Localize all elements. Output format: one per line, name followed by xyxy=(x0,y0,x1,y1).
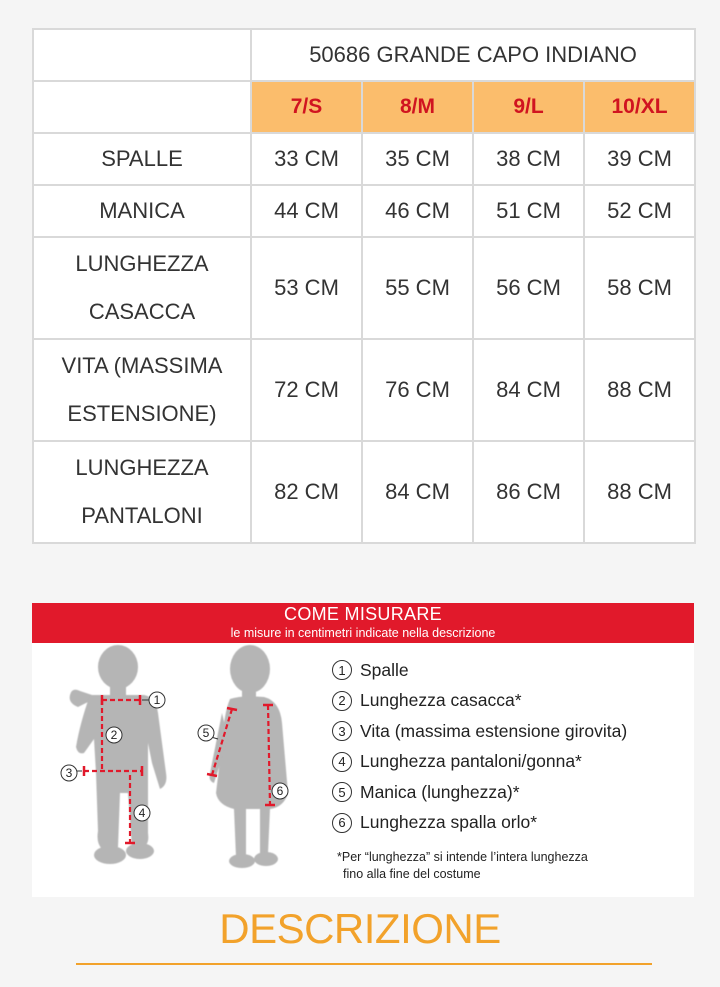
table-cell: 84 CM xyxy=(473,339,584,441)
footnote-line: fino alla fine del costume xyxy=(343,867,481,881)
figure-label-4: 4 xyxy=(138,806,146,820)
number-circle: 5 xyxy=(332,782,352,802)
table-row xyxy=(33,339,695,441)
row-label-vita xyxy=(33,339,251,441)
description-heading: DESCRIZIONE xyxy=(219,905,501,952)
table-cell: 51 CM xyxy=(473,185,584,237)
table-row xyxy=(33,441,695,543)
list-item xyxy=(332,655,702,686)
table-cell: 56 CM xyxy=(473,237,584,339)
legend-text: Vita (massima estensione girovita) xyxy=(360,720,628,741)
how-to-measure-title: COME MISURARE xyxy=(284,604,442,624)
figure-label-5: 5 xyxy=(202,726,210,740)
row-label-line: LUNGHEZZA xyxy=(75,251,209,276)
table-cell: 55 CM xyxy=(362,237,473,339)
table-cell: 38 CM xyxy=(473,133,584,185)
table-cell: 84 CM xyxy=(362,441,473,543)
row-label-spalle: SPALLE xyxy=(33,133,251,185)
number-circle: 3 xyxy=(332,721,352,741)
row-label-line: CASACCA xyxy=(88,299,196,324)
row-label-lunghezza-casacca xyxy=(33,237,251,339)
row-label-line: ESTENSIONE) xyxy=(67,401,217,426)
legend-text: Lunghezza spalla orlo* xyxy=(360,812,538,833)
figure-label-1: 1 xyxy=(153,693,161,707)
how-to-measure-subtitle: le misure in centimetri indicate nella descrizione xyxy=(230,626,496,640)
row-label-lunghezza-pantaloni xyxy=(33,441,251,543)
table-cell: 72 CM xyxy=(251,339,362,441)
row-label-line: LUNGHEZZA xyxy=(75,455,209,480)
table-cell: 88 CM xyxy=(584,441,695,543)
size-header-10xl: 10/XL xyxy=(584,81,695,133)
child-front-silhouette xyxy=(70,645,167,864)
corner-cell xyxy=(33,29,251,81)
child-silhouettes-illustration xyxy=(32,643,322,897)
size-header-8m: 8/M xyxy=(362,81,473,133)
child-side-silhouette xyxy=(210,645,289,868)
table-cell: 33 CM xyxy=(251,133,362,185)
table-cell: 86 CM xyxy=(473,441,584,543)
legend-text: Lunghezza pantaloni/gonna* xyxy=(360,751,582,772)
row-label-manica: MANICA xyxy=(33,185,251,237)
size-header-7s: 7/S xyxy=(251,81,362,133)
list-item xyxy=(332,716,702,747)
table-row xyxy=(33,237,695,339)
number-circle: 6 xyxy=(332,813,352,833)
legend-text: Manica (lunghezza)* xyxy=(360,781,520,802)
row-label-line: PANTALONI xyxy=(81,503,203,528)
list-item xyxy=(332,686,702,717)
list-item xyxy=(332,808,702,839)
footnote-line: *Per “lunghezza” si intende l’intera lunghezza xyxy=(337,850,588,864)
measure-legend xyxy=(332,655,702,838)
size-table xyxy=(32,28,696,544)
table-cell: 39 CM xyxy=(584,133,695,185)
table-cell: 58 CM xyxy=(584,237,695,339)
size-label-cell xyxy=(33,81,251,133)
figure-label-2: 2 xyxy=(110,728,118,742)
table-cell: 53 CM xyxy=(251,237,362,339)
list-item xyxy=(332,777,702,808)
table-cell: 88 CM xyxy=(584,339,695,441)
table-cell: 76 CM xyxy=(362,339,473,441)
number-circle: 1 xyxy=(332,660,352,680)
row-label-line: VITA (MASSIMA xyxy=(61,353,223,378)
table-cell: 46 CM xyxy=(362,185,473,237)
figure-label-6: 6 xyxy=(276,784,284,798)
table-cell: 52 CM xyxy=(584,185,695,237)
how-to-measure-panel xyxy=(32,603,694,897)
list-item xyxy=(332,747,702,778)
table-cell: 44 CM xyxy=(251,185,362,237)
divider xyxy=(76,963,652,965)
table-cell: 82 CM xyxy=(251,441,362,543)
legend-text: Spalle xyxy=(360,659,409,680)
legend-text: Lunghezza casacca* xyxy=(360,690,522,711)
table-row xyxy=(33,133,695,185)
size-header-9l: 9/L xyxy=(473,81,584,133)
number-circle: 2 xyxy=(332,691,352,711)
length-footnote xyxy=(337,849,697,883)
product-title: 50686 GRANDE CAPO INDIANO xyxy=(251,29,695,81)
number-circle: 4 xyxy=(332,752,352,772)
figure-label-3: 3 xyxy=(65,766,73,780)
table-cell: 35 CM xyxy=(362,133,473,185)
how-to-measure-header xyxy=(32,603,694,643)
table-row xyxy=(33,185,695,237)
